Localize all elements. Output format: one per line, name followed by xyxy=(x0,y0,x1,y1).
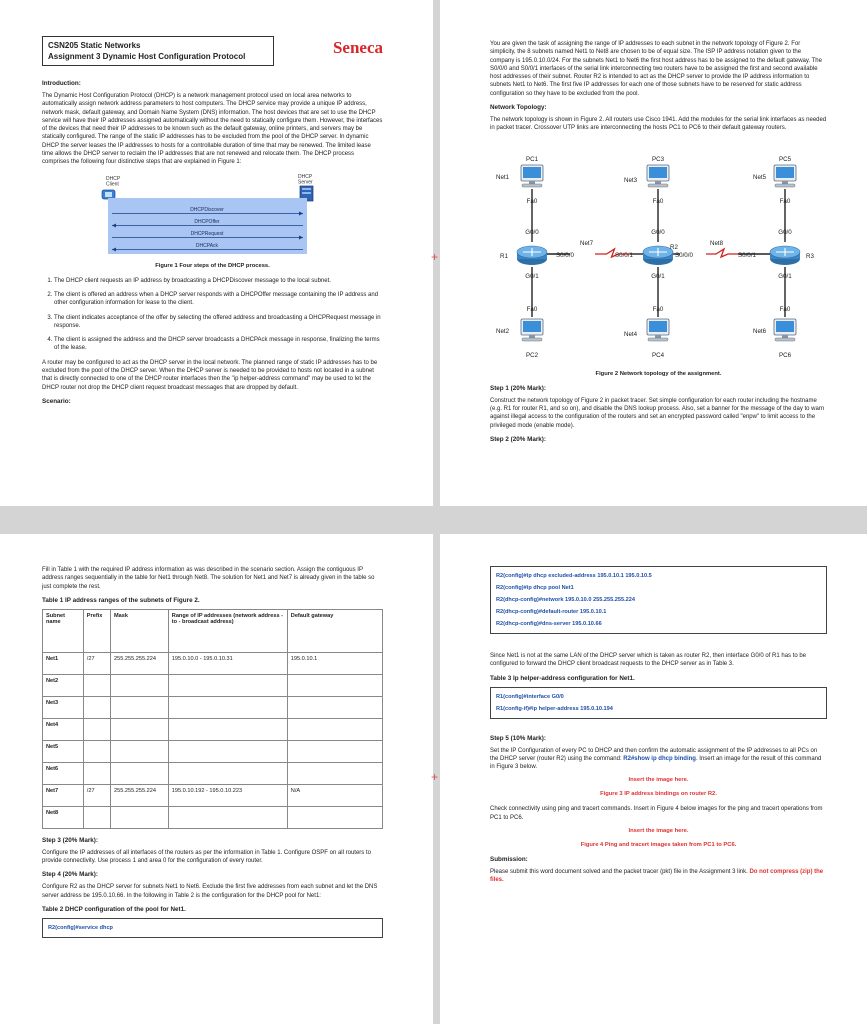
table-cell xyxy=(287,674,382,696)
table-1-caption: Table 1 IP address ranges of the subnets of Figure 2. xyxy=(42,596,200,604)
step5-command: R2#show ip dhcp binding xyxy=(623,755,696,762)
table-header-gateway: Default gateway xyxy=(287,609,382,652)
table-cell xyxy=(110,762,168,784)
figure-4-caption: Figure 4 Ping and tracert images taken from PC1 to PC6. xyxy=(580,842,737,849)
pc-icon xyxy=(774,319,796,341)
page-crosshair-bottom: + xyxy=(431,770,439,784)
table-header-prefix: Prefix xyxy=(83,609,110,652)
table-cell xyxy=(110,696,168,718)
table-cell xyxy=(168,696,287,718)
step4-heading: Step 4 (20% Mark): xyxy=(42,871,98,879)
figure-3-caption: Figure 3 IP address bindings on router R2. xyxy=(600,791,717,798)
config-line: R1(config)#interface G0/0 xyxy=(496,693,564,700)
interface-label: S0/0/0 xyxy=(675,251,693,259)
interface-label: G0/0 xyxy=(525,228,539,236)
insert-image-placeholder-2: Insert the image here. xyxy=(628,828,689,835)
net-label: Net8 xyxy=(710,239,724,247)
step2-heading: Step 2 (20% Mark): xyxy=(490,435,546,443)
table-cell xyxy=(168,674,287,696)
config-line: R2(config)#service dhcp xyxy=(48,925,113,932)
table-2-caption: Table 2 DHCP configuration of the pool for Net1. xyxy=(42,906,186,914)
ip-address-table xyxy=(42,609,383,829)
table-row xyxy=(43,652,383,674)
table-cell: 195.0.10.192 - 195.0.10.223 xyxy=(168,784,287,806)
interface-label: S0/0/1 xyxy=(738,251,756,259)
router-icon xyxy=(517,246,547,265)
seneca-logo: Seneca xyxy=(332,38,383,57)
net-label: Net5 xyxy=(753,173,767,181)
interface-label: G0/1 xyxy=(778,272,792,280)
router-icon xyxy=(643,246,673,265)
pc-label: PC1 xyxy=(525,155,539,163)
dhcp-config-box-cont xyxy=(490,566,827,634)
table-cell xyxy=(168,740,287,762)
dhcp-message-label: DHCPAck xyxy=(195,242,218,249)
router-label: R3 xyxy=(806,252,814,260)
list-item: 4. The client is assigned the address and the DHCP server broadcasts a DHCPAck message in response, finalizing the terms of the lease. xyxy=(54,336,383,353)
router-label: R2 xyxy=(670,243,678,251)
document-page-2 xyxy=(440,0,867,506)
relay-paragraph: Since Net1 is not at the same LAN of the DHCP server which is taken as router R2, then interface G0/0 of R1 has to be configured to forward the DHCP client broadcast requests to the DHCP server as in Table 3. xyxy=(490,653,807,668)
submission-heading: Submission: xyxy=(490,856,528,864)
pc-label: PC4 xyxy=(651,351,665,359)
table-cell: Net2 xyxy=(43,674,84,696)
helper-config-box xyxy=(490,687,827,719)
step1-paragraph: Construct the network topology of Figure 2 in packet tracer. Set simple configuration for each router including the hostname (e.g. R1 for router R1, and so on), and disable the DNS lookup process. Also, set a banner for the message of the day to warn against illegal access to the configuration of the routers and set an encrypted password called "enpw" to limit access to the privileged mode (enable mode). xyxy=(490,397,825,429)
document-page-4 xyxy=(440,534,867,1024)
table-cell: N/A xyxy=(287,784,382,806)
topology-paragraph: The network topology is shown in Figure 2. All routers use Cisco 1941. Add the modules for the serial link interfaces as needed in packet tracer. Crossover UTP links are interconnecting the hosts PC1 to PC6 to their default gateway routers. xyxy=(490,117,827,132)
table-cell: Net4 xyxy=(43,718,84,740)
table-cell: Net7 xyxy=(43,784,84,806)
dhcp-server-label: DHCP Server xyxy=(297,173,313,186)
ping-paragraph: Check connectivity using ping and tracert commands. Insert in Figure 4 below images for the ping and tracert operations from PC1 to PC6. xyxy=(490,806,823,821)
interface-label: G0/1 xyxy=(651,272,665,280)
config-line: R2(dhcp-config)#dns-server 195.0.10.66 xyxy=(496,621,602,627)
course-title: CSN205 Static Networks xyxy=(48,41,141,50)
submission-paragraph xyxy=(490,868,827,885)
table-cell: 195.0.10.1 xyxy=(287,652,382,674)
list-item: 1. The DHCP client requests an IP address by broadcasting a DHCPDiscover message to the local subnet. xyxy=(54,277,383,285)
dhcp-message-label: DHCPOffer xyxy=(193,218,220,225)
scenario-paragraph: You are given the task of assigning the range of IP addresses to each subnet in the network topology of Figure 2. For simplicity, the 8 subnets named Net1 to Net8 are chosen to be of equal size. The ISP IP address notation given to the company is 195.0.10.0/24. For the subnets Net1 to Net6 the first host address has to be assigned to the default gateway. The S0/0/0 and S0/0/1 interfaces of the serial link interconnecting two routers have to be assigned the first and second available host addresses of their subnet. Router R2 is intended to act as the DHCP server to provide the IP address information to subnets Net1 to Net6. The first five IP addresses for each one of those subnets have to be reserved for static address configuration so they have to be excluded from the pool. xyxy=(490,41,822,97)
intro-paragraph: The Dynamic Host Configuration Protocol (DHCP) is a network management protocol used on local area networks to automatically assign network address parameters to host computers. The DHCP service may provide a unique IP address, network mask, default gateway, and Domain Name System (DNS) information. The host devices that are set to use the DHCP service will have their IP addresses assigned automatically without the need to statically configure them. However, the interfaces of the devices that need their IP addresses to be known such as the default gateway, online printers, and servers may be statically configured. The range of the static IP addresses has to be excluded from the pool of the DHCP server. In dynamic DHCP the server leases the IP addresses to hosts for a controllable duration of time that may be renewed. The limited lease time allows the DHCP server to reclaim the IP addresses that are not renewed and relocate them. The DHCP process comprises the following four distinctive steps that are explained in Figure 1: xyxy=(42,93,383,166)
interface-label: Fa0 xyxy=(652,305,664,313)
step3-heading: Step 3 (20% Mark): xyxy=(42,836,98,844)
pc-label: PC5 xyxy=(778,155,792,163)
scenario-heading: Scenario: xyxy=(42,397,71,405)
dhcp-steps-figure xyxy=(88,173,338,259)
table-cell xyxy=(83,740,110,762)
interface-label: G0/0 xyxy=(651,228,665,236)
table-cell xyxy=(83,696,110,718)
config-line: R1(config-if)#ip helper-address 195.0.10.194 xyxy=(496,705,613,712)
interface-label: Fa0 xyxy=(526,197,538,205)
table-row xyxy=(43,740,383,762)
submission-text: Please submit this word document solved and the packet tracer (pkt) file in the Assignment 3 link. xyxy=(490,869,748,876)
dhcp-steps-list xyxy=(42,277,383,353)
figure-2-caption: Figure 2 Network topology of the assignment. xyxy=(595,370,722,377)
table-cell: Net6 xyxy=(43,762,84,784)
pc-icon xyxy=(521,165,543,187)
interface-label: Fa0 xyxy=(779,305,791,313)
table-intro-paragraph: Fill in Table 1 with the required IP address information as was described in the scenario section. Assign the contiguous IP address ranges sequentially in the table for Net1 through Net8. The solution for Net1 and Net7 is already given in the table so just complete the rest. xyxy=(42,567,375,590)
net-label: Net2 xyxy=(496,327,510,335)
table-cell: Net8 xyxy=(43,806,84,828)
step5-heading: Step 5 (10% Mark): xyxy=(490,734,546,742)
submission-warning: Do not compress (zip) the files. xyxy=(490,869,824,884)
net-label: Net4 xyxy=(624,330,638,338)
net-label: Net3 xyxy=(624,176,638,184)
step3-paragraph: Configure the IP addresses of all interfaces of the routers as per the information in Table 1. Configure OSPF on all routers to provide connectivity. Use process 1 and area 0 for the configuration of every router. xyxy=(42,849,371,865)
table-cell xyxy=(83,806,110,828)
table-cell xyxy=(168,806,287,828)
interface-label: S0/0/0 xyxy=(556,251,574,259)
pc-label: PC3 xyxy=(651,155,665,163)
insert-image-placeholder-1: Insert the image here. xyxy=(628,777,689,784)
step5-paragraph xyxy=(490,747,827,772)
table-cell: 195.0.10.0 - 195.0.10.31 xyxy=(168,652,287,674)
interface-label: Fa0 xyxy=(779,197,791,205)
interface-label: G0/1 xyxy=(525,272,539,280)
page-crosshair-top: + xyxy=(431,250,439,264)
table-cell xyxy=(83,718,110,740)
pc-icon xyxy=(647,319,669,341)
list-item: 3. The client indicates acceptance of the offer by selecting the offered address and broadcasting a DHCPRequest message in response. xyxy=(54,314,383,331)
table-row xyxy=(43,718,383,740)
document-page-1 xyxy=(0,0,433,506)
serial-link xyxy=(706,249,738,257)
table-row xyxy=(43,696,383,718)
table-cell xyxy=(110,806,168,828)
router-label: R1 xyxy=(500,252,508,260)
table-cell xyxy=(287,740,382,762)
table-cell: 255.255.255.224 xyxy=(110,784,168,806)
interface-label: G0/0 xyxy=(778,228,792,236)
table-cell: /27 xyxy=(83,784,110,806)
table-cell: /27 xyxy=(83,652,110,674)
step1-heading: Step 1 (20% Mark): xyxy=(490,384,546,392)
step4-paragraph: Configure R2 as the DHCP server for subnets Net1 to Net6. Exclude the first five addresses from each subnet and let the DNS server address be 195.0.10.66. In the following in Table 2 is the configuration for the DHCP pool for Net1: xyxy=(42,884,378,899)
table-row xyxy=(43,784,383,806)
config-line: R2(dhcp-config)#default-router 195.0.10.1 xyxy=(496,609,607,615)
pc-icon xyxy=(521,319,543,341)
net-label: Net6 xyxy=(753,327,767,335)
dhcp-message-label: DHCPRequest xyxy=(190,230,223,237)
table-cell xyxy=(287,806,382,828)
table-3-caption: Table 3 Ip helper-address configuration for Net1. xyxy=(490,674,635,682)
pc-icon xyxy=(647,165,669,187)
interface-label: S0/0/1 xyxy=(615,251,633,259)
step5-text-b: . Insert an image for the result of this command in Figure 3 below. xyxy=(490,755,822,771)
table-cell: 255.255.255.224 xyxy=(110,652,168,674)
table-cell xyxy=(287,696,382,718)
table-cell xyxy=(287,762,382,784)
table-row xyxy=(43,762,383,784)
table-cell xyxy=(83,762,110,784)
config-line: R2(config)#ip dhcp excluded-address 195.0.10.1 195.0.10.5 xyxy=(496,573,652,579)
table-cell: Net3 xyxy=(43,696,84,718)
net-label: Net1 xyxy=(496,173,510,181)
net-label: Net7 xyxy=(580,239,594,247)
pc-icon xyxy=(774,165,796,187)
topology-heading: Network Topology: xyxy=(490,104,547,112)
dhcp-config-box xyxy=(42,918,383,938)
list-item: 2. The client is offered an address when a DHCP server responds with a DHCPOffer message containing the IP address and other configuration information for lease to the client. xyxy=(54,291,383,308)
table-cell xyxy=(168,762,287,784)
table-cell: Net5 xyxy=(43,740,84,762)
document-page-3 xyxy=(0,534,433,1024)
table-header-mask: Mask xyxy=(110,609,168,652)
assignment-title: Assignment 3 Dynamic Host Configuration Protocol xyxy=(48,52,246,61)
dhcp-message-label: DHCPDiscover xyxy=(189,206,224,213)
pc-label: PC6 xyxy=(778,351,792,359)
pc-label: PC2 xyxy=(525,351,539,359)
dhcp-client-label: DHCP Client xyxy=(105,175,120,188)
intro-heading: Introduction: xyxy=(42,80,81,87)
figure-1-caption: Figure 1 Four steps of the DHCP process. xyxy=(155,262,270,269)
table-cell xyxy=(110,740,168,762)
table-row xyxy=(43,674,383,696)
table-header-subnet: Subnet name xyxy=(43,609,84,652)
table-row xyxy=(43,806,383,828)
table-cell: Net1 xyxy=(43,652,84,674)
config-line: R2(config)#ip dhcp pool Net1 xyxy=(496,585,574,591)
network-topology-figure xyxy=(480,139,825,367)
table-cell xyxy=(110,674,168,696)
table-cell xyxy=(83,674,110,696)
interface-label: Fa0 xyxy=(652,197,664,205)
step5-text-a: Set the IP Configuration of every PC to DHCP and then confirm the automatic assignment of the IP addresses to all PCs on the DHCP server (router R2) using the command: xyxy=(490,747,818,762)
router-icon xyxy=(770,246,800,265)
interface-label: Fa0 xyxy=(526,305,538,313)
config-line: R2(dhcp-config)#network 195.0.10.0 255.255.255.224 xyxy=(496,597,635,603)
table-header-range: Range of IP addresses (network address - to - broadcast address) xyxy=(168,609,287,652)
table-cell xyxy=(168,718,287,740)
table-cell xyxy=(110,718,168,740)
title-box xyxy=(42,36,274,66)
router-paragraph: A router may be configured to act as the DHCP server in the local network. The planned range of static IP addresses has to be excluded from the pool of the DHCP server. When the DHCP server is needed to be provided to hosts not located in a subnet that is directly connected to one of the DHCP router interfaces then the "ip helper-address command" may be used to let the DHCP router not drop the DHCP client request broadcast messages that are dropped by default. xyxy=(42,359,378,391)
table-cell xyxy=(287,718,382,740)
